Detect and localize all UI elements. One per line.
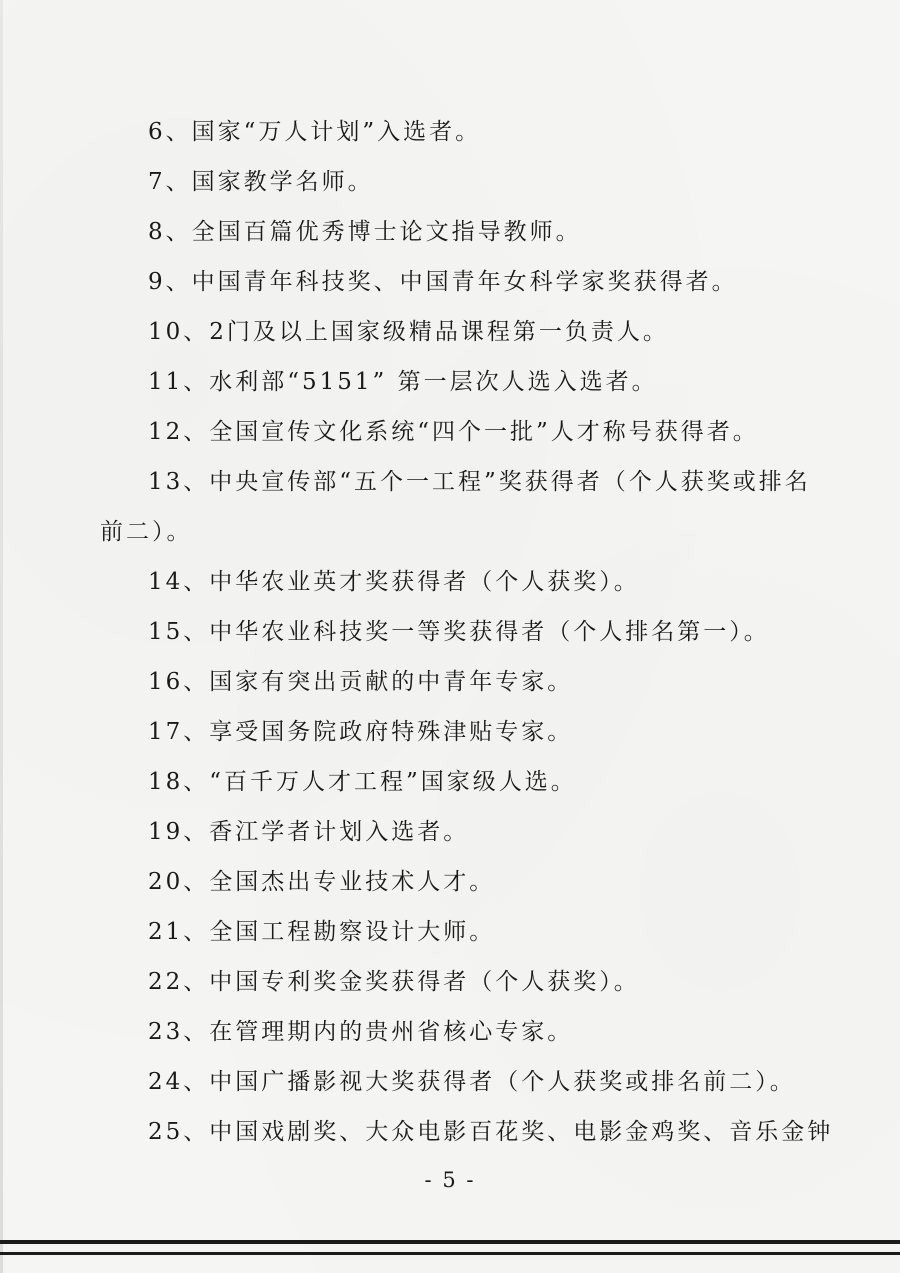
list-item-6: 6、国家“万人计划”入选者。 (148, 119, 482, 145)
list-item-12: 12、全国宣传文化系统“四个一批”人才称号获得者。 (148, 419, 759, 445)
list-item-21: 21、全国工程勘察设计大师。 (148, 919, 496, 945)
page-number: - 5 - (424, 1168, 476, 1192)
list-item-8: 8、全国百篇优秀博士论文指导教师。 (148, 219, 582, 245)
list-item-13: 13、中央宣传部“五个一工程”奖获得者（个人获奖或排名 (148, 469, 811, 495)
list-item-16: 16、国家有突出贡献的中青年专家。 (148, 669, 574, 695)
list-item-7: 7、国家教学名师。 (148, 169, 374, 195)
list-item-24: 24、中国广播影视大奖获得者（个人获奖或排名前二）。 (148, 1069, 796, 1095)
list-item-25: 25、中国戏剧奖、大众电影百花奖、电影金鸡奖、音乐金钟 (148, 1119, 834, 1145)
scan-edge (0, 0, 3, 1273)
list-item-23: 23、在管理期内的贵州省核心专家。 (148, 1019, 574, 1045)
list-item-13-continued: 前二）。 (100, 519, 193, 545)
list-item-22: 22、中国专利奖金奖获得者（个人获奖）。 (148, 969, 640, 995)
list-item-10: 10、2门及以上国家级精品课程第一负责人。 (148, 319, 669, 345)
list-item-19: 19、香江学者计划入选者。 (148, 819, 470, 845)
list-item-18: 18、“百千万人才工程”国家级人选。 (148, 769, 577, 795)
list-item-11: 11、水利部“5151” 第一层次人选入选者。 (148, 369, 658, 395)
list-item-14: 14、中华农业英才奖获得者（个人获奖）。 (148, 569, 640, 595)
list-item-20: 20、全国杰出专业技术人才。 (148, 869, 496, 895)
bottom-rule-secondary (0, 1252, 900, 1255)
list-item-15: 15、中华农业科技奖一等奖获得者（个人排名第一）。 (148, 619, 770, 645)
bottom-rule (0, 1240, 900, 1244)
list-item-17: 17、享受国务院政府特殊津贴专家。 (148, 719, 574, 745)
list-item-9: 9、中国青年科技奖、中国青年女科学家奖获得者。 (148, 269, 738, 295)
